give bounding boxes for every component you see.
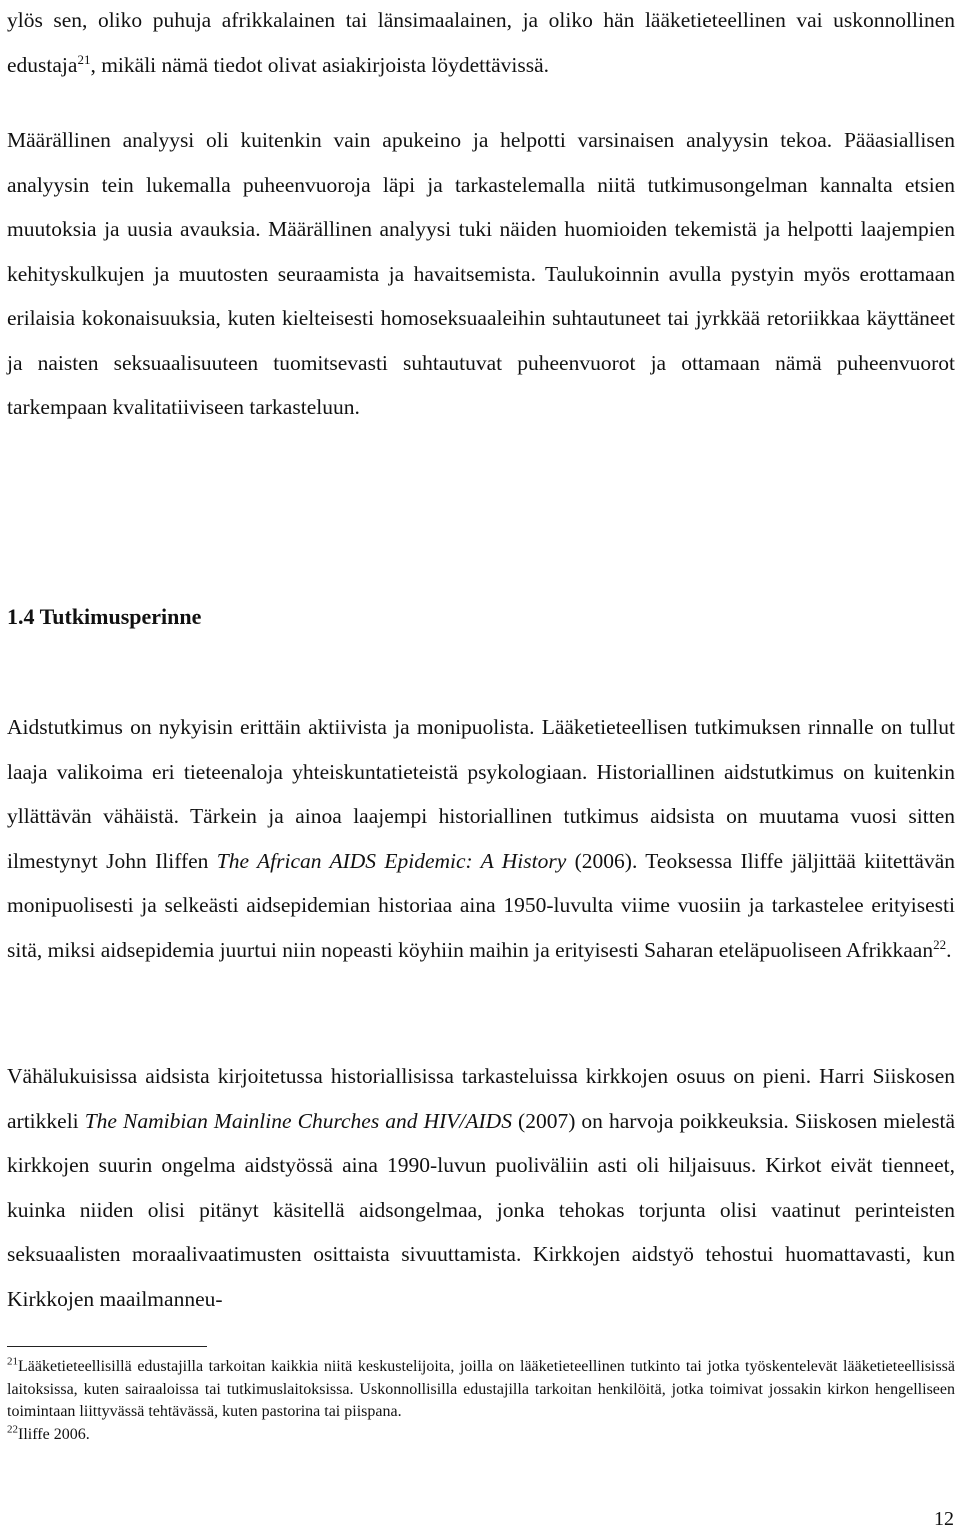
paragraph-4-text-a: Vähälukuisissa aidsista kirjoitetussa historiallisissa tarkasteluissa kirkkojen osuus on pieni. Harri Siiskosen artikkeli — [7, 1064, 955, 1133]
paragraph-2: Määrällinen analyysi oli kuitenkin vain apukeino ja helpotti varsinaisen analyysin tekoa. Pääasiallisen analyysin tein lukemalla puheenvuoroja läpi ja tarkastelemalla niitä tutkimusongelman kannalta etsien muutoksia ja uusia avauksia. Määrällinen analyysi tuki näiden huomioiden tekemistä ja helpotti laajempien kehityskulkujen ja muutosten seuraamista ja havaitsemista. Taulukoinnin avulla pystyin myös erottamaan erilaisia kokonaisuuksia, kuten kielteisesti homoseksuaaleihin suhtautuneet tai jyrkkää retoriikkaa käyttäneet ja naisten seksuaalisuuteen tuomitsevasti suhtautuvat puheenvuorot ja ottamaan nämä puheenvuorot tarkempaan kvalitatiiviseen tarkasteluun. — [7, 128, 955, 419]
section-heading: 1.4 Tutkimusperinne — [7, 604, 202, 629]
footnote-text: Lääketieteellisillä edustajilla tarkoitan kaikkia niitä keskustelijoita, joilla on lääketieteellinen tutkinto tai jotka työskentelevät lääketieteellisissä laitoksissa, kuten sairaaloissa tai tutkimuslaitoksissa. Uskonnollisilla edustajilla tarkoitan henkilöitä, jotka toimivat jossakin kirkon hengelliseen toimintaan liittyvässä tehtävässä, kuten pastorina tai piispana. — [7, 1358, 955, 1420]
footnote-number: 22 — [7, 1423, 18, 1436]
footnote-21 — [7, 1356, 955, 1424]
paragraph-3-text-c: . — [946, 937, 952, 962]
footnote-number: 21 — [7, 1355, 18, 1368]
footnote-22 — [7, 1424, 955, 1447]
paragraph-3-text-a: Aidstutkimus on nykyisin erittäin aktiivista ja monipuolista. Lääketieteellisen tutkimuksen rinnalle on tullut laaja valikoima eri tieteenaloja yhteiskuntatieteistä psykologiaan. Historiallinen aidstutkimus on kuitenkin yllättävän vähäistä. Tärkein ja ainoa laajempi historiallinen tutkimus aidsista on muutama vuosi sitten ilmestynyt John Iliffen — [7, 715, 955, 873]
paragraph-1-text-b: , mikäli nämä tiedot olivat asiakirjoista löydettävissä. — [90, 52, 550, 77]
paragraph-4-text-b: (2007) on harvoja poikkeuksia. Siiskosen mielestä kirkkojen suurin ongelma aidstyössä aina 1990-luvun puoliväliin asti oli hiljaisuus. Kirkot eivät tienneet, kuinka niiden olisi pitänyt käsitellä aidsongelmaa, jonka tehokas torjunta olisi vaatinut perinteisten seksuaalisten moraalivaatimusten osittaista sivuuttamista. Kirkkojen aidstyö tehostui huomattavasti, kun Kirkkojen maailmanneu- — [7, 1108, 955, 1311]
paragraph-3-text-b: (2006). Teoksessa Iliffe jäljittää kiitettävän monipuolisesti ja selkeästi aidsepidemian historiaa aina 1950-luvulta viime vuosiin ja tarkastelee erityisesti sitä, miksi aidsepidemia juurtui niin nopeasti köyhiin maihin ja erityisesti Saharan eteläpuoliseen Afrikkaan — [7, 848, 955, 962]
book-title: The African AIDS Epidemic: A History — [216, 848, 567, 873]
article-title: The Namibian Mainline Churches and HIV/AIDS — [84, 1108, 512, 1133]
paragraph-1-text-a: ylös sen, oliko puhuja afrikkalainen tai länsimaalainen, ja oliko hän lääketieteellinen vai uskonnollinen edustaja — [7, 8, 955, 77]
paragraph-3 — [7, 705, 955, 972]
paragraph-1 — [7, 0, 955, 87]
footnote-ref-22[interactable]: 22 — [933, 936, 947, 952]
footnote-ref-21[interactable]: 21 — [77, 51, 91, 67]
footnotes — [7, 1346, 955, 1446]
footnote-text: Iliffe 2006. — [18, 1425, 90, 1443]
footnote-divider — [7, 1346, 207, 1347]
page-number: 12 — [934, 1508, 954, 1530]
paragraph-4 — [7, 1054, 955, 1321]
